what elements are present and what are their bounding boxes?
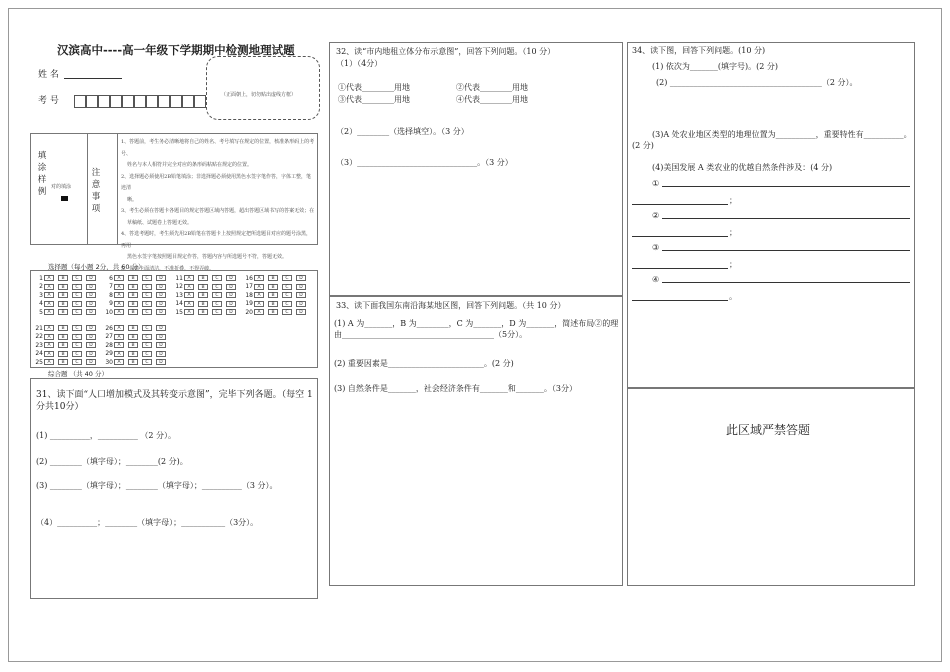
question-number: 14 [175, 300, 183, 308]
answer-bubble-3-a[interactable]: A [44, 292, 54, 298]
answer-bubble-19-a[interactable]: A [254, 301, 264, 307]
choice-row-2 [33, 283, 100, 292]
question-number: 21 [35, 324, 43, 332]
forbidden-notice: 此区域严禁答题 [726, 423, 811, 437]
name-field[interactable] [64, 69, 122, 79]
answer-bubble-1-d[interactable]: D [86, 275, 96, 281]
answer-bubble-8-d[interactable]: D [156, 292, 166, 298]
q33-sub2: (2) 重要因素是________________________。(2 分) [334, 359, 514, 368]
answer-bubble-16-d[interactable]: D [296, 275, 306, 281]
answer-bubble-26-a[interactable]: A [114, 325, 124, 331]
q33-sub1: (1) A 为_______，B 为________，C 为_______，D 为_______，简述布局②的理由______________________________________（5分）。 [334, 319, 619, 339]
question-number: 30 [105, 358, 113, 366]
question-number: 12 [175, 283, 183, 291]
answer-bubble-28-b[interactable]: B [128, 342, 138, 348]
answer-bubble-24-b[interactable]: B [58, 351, 68, 357]
answer-bubble-3-d[interactable]: D [86, 292, 96, 298]
answer-bubble-5-a[interactable]: A [44, 309, 54, 315]
answer-bubble-18-d[interactable]: D [296, 292, 306, 298]
answer-bubble-1-a[interactable]: A [44, 275, 54, 281]
answer-bubble-29-a[interactable]: A [114, 351, 124, 357]
q32-sub1: （1）（4分） [336, 59, 383, 68]
answer-bubble-2-b[interactable]: B [58, 284, 68, 290]
choice-section-title: 选择题（每小题 2分，共 60 分） [48, 263, 145, 271]
answer-bubble-4-d[interactable]: D [86, 301, 96, 307]
answer-bubble-13-b[interactable]: B [198, 292, 208, 298]
answer-bubble-11-d[interactable]: D [226, 275, 236, 281]
q34-answer-3-line[interactable] [662, 241, 910, 251]
answer-bubble-16-b[interactable]: B [268, 275, 278, 281]
answer-bubble-28-c[interactable]: C [142, 342, 152, 348]
answer-bubble-3-b[interactable]: B [58, 292, 68, 298]
answer-bubble-18-a[interactable]: A [254, 292, 264, 298]
choice-row-21 [33, 324, 100, 333]
answer-bubble-28-a[interactable]: A [114, 342, 124, 348]
q31-line-2: (2) ________（填字母）；________(2 分)。 [36, 457, 188, 466]
answer-bubble-13-c[interactable]: C [212, 292, 222, 298]
answer-bubble-1-b[interactable]: B [58, 275, 68, 281]
question-number: 26 [105, 324, 113, 332]
q34-sub1: (1) 依次为_______(填字号)。(2 分) [652, 62, 778, 71]
choice-row-13 [173, 291, 240, 300]
answer-bubble-2-c[interactable]: C [72, 284, 82, 290]
answer-bubble-16-a[interactable]: A [254, 275, 264, 281]
answer-bubble-25-c[interactable]: C [72, 359, 82, 365]
answer-bubble-17-a[interactable]: A [254, 284, 264, 290]
answer-bubble-20-a[interactable]: A [254, 309, 264, 315]
answer-bubble-12-b[interactable]: B [198, 284, 208, 290]
answer-bubble-3-c[interactable]: C [72, 292, 82, 298]
choice-row-14 [173, 300, 240, 309]
choice-row-30 [103, 358, 170, 367]
choice-column [103, 324, 170, 367]
q34-answer-2-line[interactable] [662, 209, 910, 219]
q34-answer-1-label: ① [652, 179, 660, 188]
question-number: 13 [175, 291, 183, 299]
answer-bubble-25-a[interactable]: A [44, 359, 54, 365]
choice-row-1 [33, 274, 100, 283]
answer-bubble-21-c[interactable]: C [72, 325, 82, 331]
answer-bubble-22-d[interactable]: D [86, 334, 96, 340]
page-title: 汉滨高中----高一年级下学期期中检测地理试题 [57, 43, 295, 57]
answer-bubble-10-b[interactable]: B [128, 309, 138, 315]
answer-bubble-9-a[interactable]: A [114, 301, 124, 307]
correct-fill-label: 对的填涂 [51, 184, 72, 190]
answer-bubble-28-d[interactable]: D [156, 342, 166, 348]
question-number: 25 [35, 358, 43, 366]
q32-option-4: ④代表________用地 [456, 95, 528, 104]
answer-bubble-19-d[interactable]: D [296, 301, 306, 307]
answer-bubble-25-d[interactable]: D [86, 359, 96, 365]
answer-bubble-11-a[interactable]: A [184, 275, 194, 281]
question-number: 1 [39, 274, 43, 282]
notes-label: 注意事项 [91, 168, 101, 214]
q33-sub3: (3) 自然条件是_______，社会经济条件有_______和_______。（3分） [334, 384, 577, 393]
answer-bubble-22-b[interactable]: B [58, 334, 68, 340]
question-number: 4 [39, 300, 43, 308]
choice-row-8 [103, 291, 170, 300]
answer-bubble-26-c[interactable]: C [142, 325, 152, 331]
q34-answer-2-label: ② [652, 211, 660, 220]
question-number: 19 [245, 300, 253, 308]
choice-grid-box [30, 270, 318, 368]
q34-sub3: (3)A 处农业地区类型的地理位置为__________，重要特性有__________。(2 分) [632, 130, 912, 150]
answer-bubble-18-b[interactable]: B [268, 292, 278, 298]
answer-bubble-12-c[interactable]: C [212, 284, 222, 290]
q32-option-3: ③代表________用地 [338, 95, 410, 104]
answer-bubble-19-c[interactable]: C [282, 301, 292, 307]
answer-bubble-4-a[interactable]: A [44, 301, 54, 307]
answer-bubble-9-b[interactable]: B [128, 301, 138, 307]
choice-row-4 [33, 300, 100, 309]
q33-prompt: 33、读下面我国东南沿海某地区图，回答下列问题。（共 10 分） [336, 301, 566, 310]
filled-sample-mark [61, 196, 68, 201]
question-number: 5 [39, 308, 43, 316]
answer-bubble-30-a[interactable]: A [114, 359, 124, 365]
q34-answer-1-line[interactable] [662, 177, 910, 187]
q34-sub2: (2) ______________________________________（2 分）。 [656, 78, 858, 87]
answer-bubble-25-b[interactable]: B [58, 359, 68, 365]
answer-bubble-10-d[interactable]: D [156, 309, 166, 315]
answer-bubble-21-a[interactable]: A [44, 325, 54, 331]
answer-bubble-22-c[interactable]: C [72, 334, 82, 340]
question-number: 17 [245, 283, 253, 291]
answer-bubble-12-d[interactable]: D [226, 284, 236, 290]
question-number: 16 [245, 274, 253, 282]
composite-section-title: 综合题 （共 40 分） [48, 370, 108, 378]
question-number: 22 [35, 333, 43, 341]
choice-column [33, 274, 100, 317]
answer-bubble-13-a[interactable]: A [184, 292, 194, 298]
choice-row-18 [243, 291, 310, 300]
question-number: 20 [245, 308, 253, 316]
q31-line-1: (1) __________，__________ （2 分）。 [36, 431, 177, 440]
answer-bubble-7-d[interactable]: D [156, 284, 166, 290]
id-boxes[interactable] [74, 93, 206, 106]
question-number: 11 [175, 274, 183, 282]
answer-bubble-16-c[interactable]: C [282, 275, 292, 281]
answer-bubble-17-b[interactable]: B [268, 284, 278, 290]
choice-column [243, 274, 310, 317]
choice-row-26 [103, 324, 170, 333]
choice-row-24 [33, 350, 100, 359]
answer-bubble-22-a[interactable]: A [44, 334, 54, 340]
answer-bubble-14-a[interactable]: A [184, 301, 194, 307]
choice-row-17 [243, 283, 310, 292]
answer-bubble-20-c[interactable]: C [282, 309, 292, 315]
q34-prompt: 34、读下图，回答下列问题。(10 分) [632, 46, 766, 55]
answer-bubble-30-b[interactable]: B [128, 359, 138, 365]
answer-bubble-12-a[interactable]: A [184, 284, 194, 290]
q34-answer-3-cont[interactable] [632, 259, 728, 269]
answer-bubble-29-d[interactable]: D [156, 351, 166, 357]
answer-bubble-21-b[interactable]: B [58, 325, 68, 331]
answer-bubble-14-c[interactable]: C [212, 301, 222, 307]
answer-bubble-1-c[interactable]: C [72, 275, 82, 281]
answer-bubble-14-b[interactable]: B [198, 301, 208, 307]
sticker-note: （正面朝上，切勿贴出虚线方框） [221, 92, 297, 98]
q32-box [329, 42, 623, 296]
choice-row-25 [33, 358, 100, 367]
q32-option-1: ①代表________用地 [338, 83, 410, 92]
answer-bubble-6-b[interactable]: B [128, 275, 138, 281]
answer-bubble-30-c[interactable]: C [142, 359, 152, 365]
answer-bubble-6-c[interactable]: C [142, 275, 152, 281]
choice-row-3 [33, 291, 100, 300]
answer-bubble-7-b[interactable]: B [128, 284, 138, 290]
answer-bubble-8-a[interactable]: A [114, 292, 124, 298]
answer-bubble-26-b[interactable]: B [128, 325, 138, 331]
question-number: 23 [35, 341, 43, 349]
choice-row-23 [33, 341, 100, 350]
choice-column [103, 274, 170, 317]
answer-bubble-23-d[interactable]: D [86, 342, 96, 348]
q32-sub3: （3）______________________________。（3 分） [336, 158, 513, 167]
answer-bubble-5-b[interactable]: B [58, 309, 68, 315]
answer-bubble-20-d[interactable]: D [296, 309, 306, 315]
answer-bubble-4-c[interactable]: C [72, 301, 82, 307]
answer-bubble-29-b[interactable]: B [128, 351, 138, 357]
question-number: 10 [105, 308, 113, 316]
answer-bubble-2-d[interactable]: D [86, 284, 96, 290]
choice-row-16 [243, 274, 310, 283]
choice-row-27 [103, 333, 170, 342]
choice-row-9 [103, 300, 170, 309]
answer-bubble-15-a[interactable]: A [184, 309, 194, 315]
id-label: 考 号 [38, 96, 59, 106]
q34-answer-2-cont[interactable] [632, 227, 728, 237]
answer-bubble-19-b[interactable]: B [268, 301, 278, 307]
answer-bubble-9-c[interactable]: C [142, 301, 152, 307]
fill-sample-label: 填涂样例 [37, 151, 47, 197]
q31-box [30, 378, 318, 599]
name-label: 姓 名 [38, 70, 59, 80]
barcode-sticker-area [206, 56, 320, 120]
q32-prompt: 32、读“市内地租立体分布示意图”，回答下列问题。（10 分） [336, 47, 556, 56]
choice-row-20 [243, 308, 310, 317]
q34-answer-3-label: ③ [652, 243, 660, 252]
answer-bubble-24-c[interactable]: C [72, 351, 82, 357]
question-number: 15 [175, 308, 183, 316]
notes-list: 1、答题前，考生务必清晰地将自己的姓名、考号填写在规定的位置，核准条形码上的考号、 姓名与本人相符并完全对应的条形码粘贴在规定的位置。 2、选择题必须使用2B铅笔填涂；非选择题必须使用黑色水签字笔作答，字体工整，笔迹清 晰。 3、考生必须在答题卡各题目的规定答题区域内答题，超出答题区域书写的答案无效；在 草稿纸、试题卷上答题无效。 4、答选考题时，考生须先用2B铅笔在答题卡上按照规定把所选题目对应的题号涂黑，再用 黑色水签字笔按照题目规定作答，答题内容与所选题号不符，答题无效。 5、保持卡面清洁，不准折叠，不得弄破。 [121, 139, 315, 272]
choice-column [173, 274, 240, 317]
answer-bubble-17-c[interactable]: C [282, 284, 292, 290]
answer-bubble-10-a[interactable]: A [114, 309, 124, 315]
q34-sub4: (4)美国发展 A 类农业的优越自然条件涉及：(4 分) [652, 163, 833, 172]
q31-line-3: (3) ________（填字母）；________（填字母）；__________（3 分）。 [36, 481, 278, 490]
q34-box: 34、读下图，回答下列问题。(10 分) (1) 依次为_______(填字号)。(2 分) (2) ______________________________________（2 分）。 (3)A 处农业地区类型的地理位置为__________，重要特性有__________。(2 分) (4)美国发展 A 类农业的优越自然条件涉及：(4 分) ① ； ② ； ③ ； ④ 。 [627, 42, 915, 388]
choice-row-7 [103, 283, 170, 292]
question-number: 6 [109, 274, 113, 282]
answer-bubble-17-d[interactable]: D [296, 284, 306, 290]
choice-row-10 [103, 308, 170, 317]
answer-bubble-26-d[interactable]: D [156, 325, 166, 331]
q34-answer-4-line[interactable] [662, 273, 910, 283]
answer-bubble-8-b[interactable]: B [128, 292, 138, 298]
choice-row-11 [173, 274, 240, 283]
answer-bubble-21-d[interactable]: D [86, 325, 96, 331]
question-number: 24 [35, 350, 43, 358]
question-number: 7 [109, 283, 113, 291]
answer-bubble-5-d[interactable]: D [86, 309, 96, 315]
answer-bubble-27-c[interactable]: C [142, 334, 152, 340]
answer-bubble-24-a[interactable]: A [44, 351, 54, 357]
answer-bubble-8-c[interactable]: C [142, 292, 152, 298]
question-number: 27 [105, 333, 113, 341]
answer-bubble-20-b[interactable]: B [268, 309, 278, 315]
q32-sub2: （2）________（选择填空）。（3 分） [336, 127, 469, 136]
answer-bubble-30-d[interactable]: D [156, 359, 166, 365]
q34-answer-4-cont[interactable] [632, 291, 728, 301]
answer-bubble-23-b[interactable]: B [58, 342, 68, 348]
question-number: 2 [39, 283, 43, 291]
answer-bubble-10-c[interactable]: C [142, 309, 152, 315]
q31-prompt: 31、读下面“人口增加模式及其转变示意图”，完毕下列各题。（每空 1 分共10分） [36, 390, 313, 412]
forbidden-region [627, 388, 915, 586]
choice-row-6 [103, 274, 170, 283]
choice-row-5 [33, 308, 100, 317]
answer-bubble-6-d[interactable]: D [156, 275, 166, 281]
answer-bubble-27-a[interactable]: A [114, 334, 124, 340]
answer-bubble-23-a[interactable]: A [44, 342, 54, 348]
answer-bubble-7-a[interactable]: A [114, 284, 124, 290]
answer-bubble-7-c[interactable]: C [142, 284, 152, 290]
answer-bubble-24-d[interactable]: D [86, 351, 96, 357]
answer-bubble-6-a[interactable]: A [114, 275, 124, 281]
answer-bubble-5-c[interactable]: C [72, 309, 82, 315]
answer-bubble-27-d[interactable]: D [156, 334, 166, 340]
q32-option-2: ②代表________用地 [456, 83, 528, 92]
answer-bubble-11-b[interactable]: B [198, 275, 208, 281]
answer-bubble-15-d[interactable]: D [226, 309, 236, 315]
q31-line-4: （4）__________；________（填字母）；___________（3分）。 [36, 518, 259, 527]
answer-bubble-9-d[interactable]: D [156, 301, 166, 307]
choice-column [33, 324, 100, 367]
question-number: 28 [105, 341, 113, 349]
choice-row-29 [103, 350, 170, 359]
answer-bubble-2-a[interactable]: A [44, 284, 54, 290]
answer-bubble-4-b[interactable]: B [58, 301, 68, 307]
answer-bubble-15-c[interactable]: C [212, 309, 222, 315]
answer-bubble-11-c[interactable]: C [212, 275, 222, 281]
question-number: 3 [39, 291, 43, 299]
choice-row-19 [243, 300, 310, 309]
q34-answer-4-label: ④ [652, 275, 660, 284]
answer-bubble-27-b[interactable]: B [128, 334, 138, 340]
choice-row-15 [173, 308, 240, 317]
answer-bubble-18-c[interactable]: C [282, 292, 292, 298]
answer-bubble-15-b[interactable]: B [198, 309, 208, 315]
answer-bubble-14-d[interactable]: D [226, 301, 236, 307]
question-number: 9 [109, 300, 113, 308]
question-number: 29 [105, 350, 113, 358]
choice-row-12 [173, 283, 240, 292]
answer-bubble-13-d[interactable]: D [226, 292, 236, 298]
choice-row-22 [33, 333, 100, 342]
answer-bubble-23-c[interactable]: C [72, 342, 82, 348]
question-number: 18 [245, 291, 253, 299]
q34-answer-1-cont[interactable] [632, 195, 728, 205]
question-number: 8 [109, 291, 113, 299]
choice-row-28 [103, 341, 170, 350]
q33-box [329, 296, 623, 586]
answer-bubble-29-c[interactable]: C [142, 351, 152, 357]
